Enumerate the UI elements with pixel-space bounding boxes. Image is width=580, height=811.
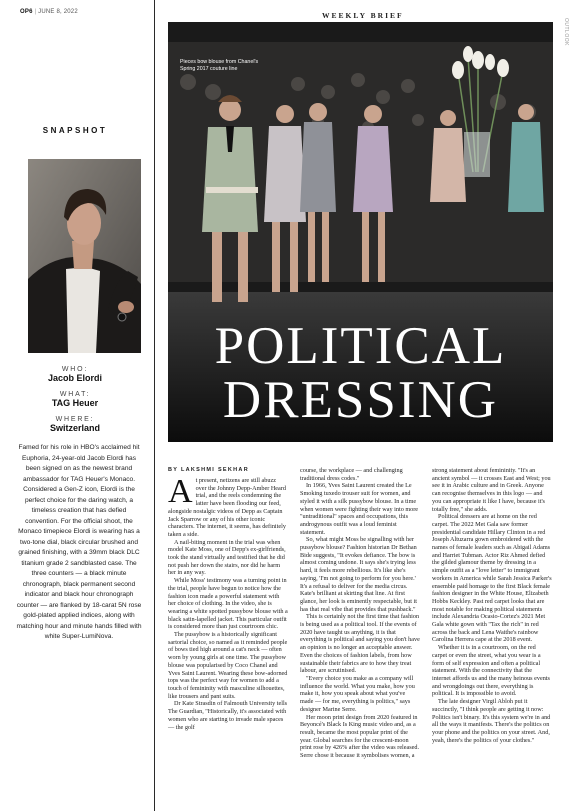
where-label: WHERE: — [55, 416, 95, 423]
what-block — [0, 391, 150, 408]
paragraph: t present, netizens are still abuzz over the Johnny Depp-Amber Heard trial, and the reels condemning the latter have been flooding our feed, alongside nostalgic videos of Depp as Captain Jack Sparrow or any of his other iconic characters. The internet, it seems, has definitely taken a side. — [168, 477, 286, 538]
watch-icon — [118, 313, 126, 321]
article-column-3 — [432, 467, 552, 744]
who-value: Jacob Elordi — [47, 373, 102, 383]
paragraph: So, what might Moss be signalling with her pussybow blouse? Fashion historian Dr Bethan Bide suggests, "It evokes defiance. The bow is almost coming undone. It says she's trying less hard, it feels more rebellious. It's like she's saying, 'I'm not going to perform for you here.' It's a refusal to deliver for the media circus. Kate's brilliant at skirting that line. At first glance, her look is eminently respectable, but it has that real vibe that provides that pushback." — [300, 536, 418, 613]
paragraph: A nail-biting moment in the trial was when model Kate Moss, one of Depp's ex-girlfriends, took the stand virtually and testified that he did not push her down the stairs, nor did he harm her in any way. — [168, 538, 286, 577]
article-column-2 — [300, 467, 420, 760]
headline-line-1: POLITICAL — [214, 317, 507, 375]
paragraph: Her moon print design from 2020 featured in Beyoncé's Black Is King music video and, as a result, became the most popular print of the year. Global searches for the crescent-moon print rose by 426% after the video was released. Serre chose it because it symbolises women, a — [300, 713, 420, 760]
portrait-photo — [28, 159, 141, 353]
section-heading: WEEKLY BRIEF — [322, 11, 404, 20]
snapshot-blurb: Famed for his role in HBO's acclaimed hit Euphoria, 24-year-old Jacob Elordi has been signed on as the newest brand ambassador for TAG Heuer's Monaco. Considered a Gen-Z icon, Elordi is the perfect choice for the daring watch, a timeless creation that has defied convention. For the official shoot, the Monaco timepiece Elordi is wearing has a two-tone dial, black circular brushed and grained finishing, with a 39mm black DLC titanium grade 2 sandblasted case. The three counters — a black minute chronograph, black permanent second indicator and black hour chronograph counter — are flanked by 18-carat 5N rose gold-plated applied indices, along with matching hour and minute hands filled with white Super-LumiNova. — [16, 444, 142, 640]
paragraph: course, the workplace — and challenging traditional dress codes." — [300, 467, 403, 482]
issue-date: JUNE 8, 2022 — [38, 9, 78, 15]
page-number: OP6 — [20, 9, 33, 15]
where-value: Switzerland — [49, 423, 100, 433]
paragraph: The late designer Virgil Abloh put it succinctly, "I think people are getting it now: Politics isn't binary. It's this system we're in and all the ways it manifests. There's the politics on your phone and the politics on your street. And, yeah, there's the politics of your clothes." — [432, 698, 551, 744]
paragraph: This is certainly not the first time that fashion is being used as a political tool. If the events of 2020 have taught us anything, it is that everything is political and saying you don't have an opinion is no longer an acceptable answer. Even the choices of fashion labels, from how sustainable their fabrics are to how they treat labour, are scrutinised. — [300, 613, 420, 675]
side-vertical-label: OUTLOOK — [563, 18, 569, 46]
snapshot-sidebar — [0, 0, 150, 811]
column-divider — [154, 0, 155, 811]
article-column-1 — [168, 473, 288, 731]
who-block — [0, 366, 150, 383]
portrait-illustration — [28, 159, 141, 353]
where-block — [0, 416, 150, 433]
paragraph: While Moss' testimony was a turning point in the trial, people have begun to notice how the fashion icon made a powerful statement with her choice of clothing. In the video, she is wearing a white spotted pussybow blouse with a black satin-lapelled jacket. This particular outfit is considered more than just courtroom chic. — [168, 577, 288, 631]
who-label: WHO: — [61, 366, 89, 373]
drop-cap: A — [168, 473, 193, 510]
paragraph: In 1966, Yves Saint Laurent created the Le Smoking tuxedo trouser suit for women, and styled it with a silk pussybow blouse. In a time when women were fighting their way into more "untraditional" spaces and occupations, this androgynous outfit was a loud feminist statement. — [300, 482, 419, 536]
paragraph: Political dressers are at home on the red carpet. The 2022 Met Gala saw former presidential candidate Hillary Clinton in a red Joseph Altuzarra gown embroidered with the names of female leaders such as Abigail Adams and Harriet Tubman. Actor Riz Ahmed defied the gilded glamour theme by dressing in a simple outfit as a "love letter" to immigrant workers in America while Sarah Jessica Parker's ensemble paid homage to the first Black female fashion designer in the White House, Elizabeth Hobbs Keckley. Past red carpet looks that are most notable for making political statements include Alexandria Ocasio-Cortez's 2021 Met Gala white gown with "Tax the rich" in red across the back and Lena Waithe's rainbow Carolina Herrera cape at the 2018 event. — [432, 513, 552, 644]
what-value: TAG Heuer — [51, 398, 99, 408]
paragraph: strong statement about femininity. "It's an ancient symbol — it crosses East and West; you see it in Arabic culture and in Greek. Anyone can recognise themselves in this logo — and you can appropriate it like I have, because it's totally free," she adds. — [432, 467, 551, 513]
what-label: WHAT: — [59, 391, 91, 398]
paragraph: Dr Kate Strasdin of Falmouth University tells The Guardian, "Historically, it's associated with women who are starting to invade male spaces — the golf — [168, 700, 288, 731]
snapshot-heading: SNAPSHOT — [42, 126, 108, 135]
photo-caption: Pieces bow blouse from Chanel's Spring 2017 couture line — [180, 59, 259, 72]
headline-line-2: DRESSING — [222, 371, 499, 429]
page-folio: OP6 | JUNE 8, 2022 — [20, 9, 78, 15]
paragraph: Whether it is in a courtroom, on the red carpet or even the street, what you wear is a form of self expression and often a political statement. With the connectivity that the internet affords us and the many heinous events and wrongdoings out there, everything is political. It is impossible to avoid. — [432, 644, 550, 698]
paragraph: The pussybow is a historically significant sartorial choice, so named as it reminded people of bows tied high around a cat's neck — often worn by young girls at one time. The pussybow blouse was popularised by Coco Chanel and Yves Saint Laurent. Wearing these bow-adorned tops was the perfect way for women to add a touch of femininity with masculine silhouettes, like trousers and pant suits. — [168, 631, 288, 700]
paragraph: "Every choice you make as a company will influence the world. What you make, how you make it, how you speak about what you've made — for me, everything is politics," says designer Marine Serre. — [300, 674, 415, 713]
byline: BY LAKSHMI SEKHAR — [168, 467, 249, 473]
